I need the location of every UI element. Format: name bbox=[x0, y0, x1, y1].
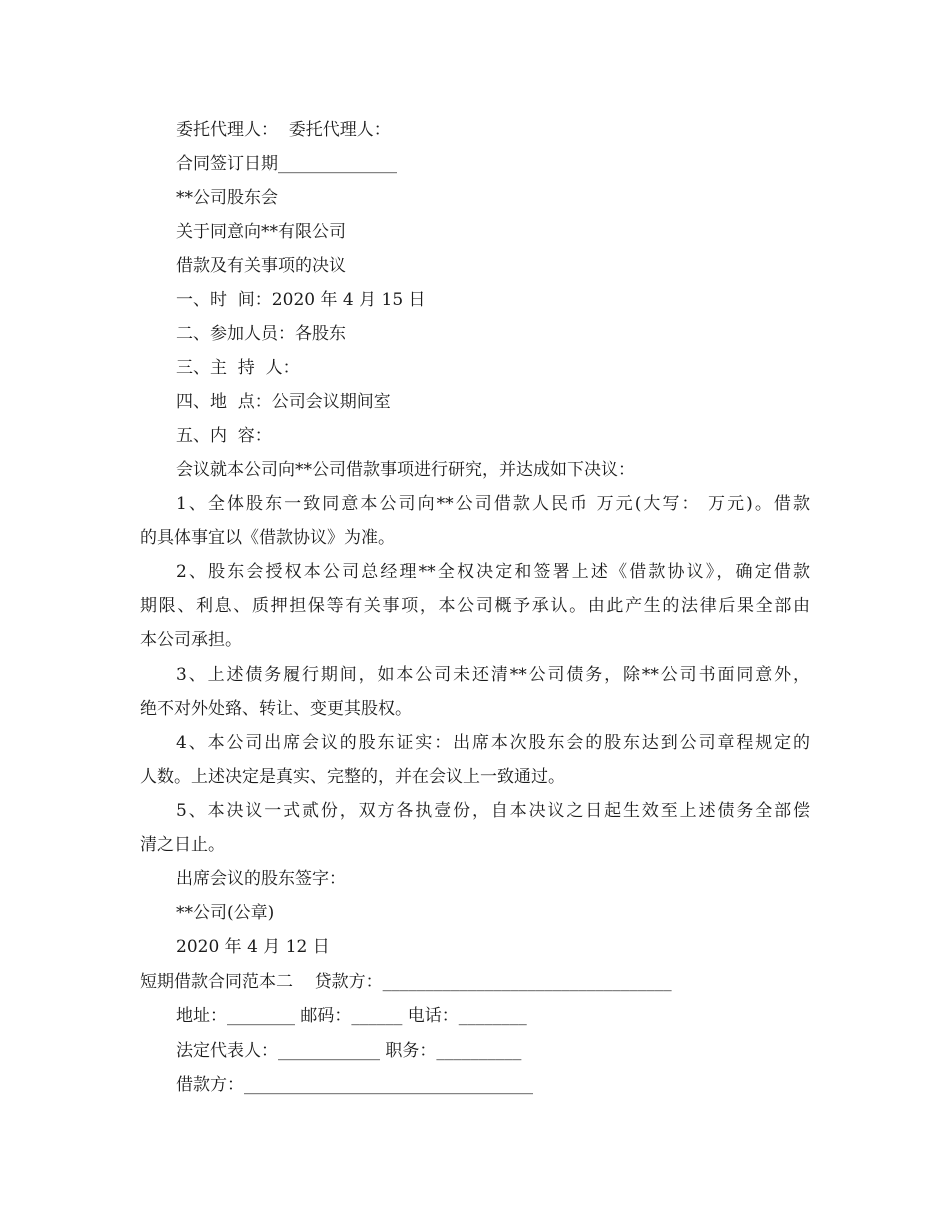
borrower-line: 借款方：__________________________________ bbox=[176, 1075, 533, 1095]
resolution-item-2: 2、股东会授权本公司总经理**全权决定和签署上述《借款协议》，确定借款 bbox=[176, 562, 810, 582]
resolution-item-3-cont: 绝不对外处臵、转让、变更其股权。 bbox=[140, 699, 412, 719]
resolution-title-line-2: 借款及有关事项的决议 bbox=[176, 256, 346, 276]
agent-line: 委托代理人： 委托代理人： bbox=[176, 120, 391, 140]
resolution-item-1: 1、全体股东一致同意本公司向**公司借款人民币 万元(大写： 万元)。借款 bbox=[176, 494, 810, 514]
shareholders-meeting-heading: **公司股东会 bbox=[176, 188, 278, 208]
lender-address-line: 地址：________ 邮码：______ 电话：________ bbox=[176, 1006, 527, 1026]
meeting-location: 四、地 点：公司会议期间室 bbox=[176, 392, 391, 412]
contract-date-line: 合同签订日期______________ bbox=[176, 154, 397, 174]
shareholder-signature-label: 出席会议的股东签字： bbox=[176, 869, 346, 889]
meeting-host: 三、主 持 人： bbox=[176, 358, 300, 378]
resolution-item-2-cont: 期限、利息、质押担保等有关事项，本公司概予承认。由此产生的法律后果全部由 bbox=[140, 596, 810, 616]
company-seal: **公司(公章) bbox=[176, 903, 275, 923]
resolution-date: 2020 年 4 月 12 日 bbox=[176, 937, 330, 957]
resolution-title-line-1: 关于同意向**有限公司 bbox=[176, 222, 346, 242]
meeting-time: 一、时 间：2020 年 4 月 15 日 bbox=[176, 290, 426, 310]
resolution-item-4: 4、本公司出席会议的股东证实：出席本次股东会的股东达到公司章程规定的 bbox=[176, 733, 810, 753]
legal-representative-line: 法定代表人：____________ 职务：__________ bbox=[176, 1041, 522, 1061]
resolution-item-1-cont: 的具体事宜以《借款协议》为准。 bbox=[140, 528, 395, 548]
resolution-item-3: 3、上述债务履行期间，如本公司未还清**公司债务，除**公司书面同意外， bbox=[176, 665, 810, 685]
meeting-content-intro: 会议就本公司向**公司借款事项进行研究，并达成如下决议： bbox=[176, 460, 635, 480]
resolution-item-2-end: 本公司承担。 bbox=[140, 630, 242, 650]
meeting-attendees: 二、参加人员：各股东 bbox=[176, 324, 346, 344]
resolution-item-5: 5、本决议一式贰份，双方各执壹份，自本决议之日起生效至上述债务全部偿 bbox=[176, 801, 810, 821]
resolution-item-5-cont: 清之日止。 bbox=[140, 835, 225, 855]
resolution-item-4-cont: 人数。上述决定是真实、完整的，并在会议上一致通过。 bbox=[140, 767, 565, 787]
meeting-content-label: 五、内 容： bbox=[176, 426, 272, 446]
loan-contract-template-lender: 短期借款合同范本二 贷款方：__________________________________ bbox=[140, 972, 672, 992]
